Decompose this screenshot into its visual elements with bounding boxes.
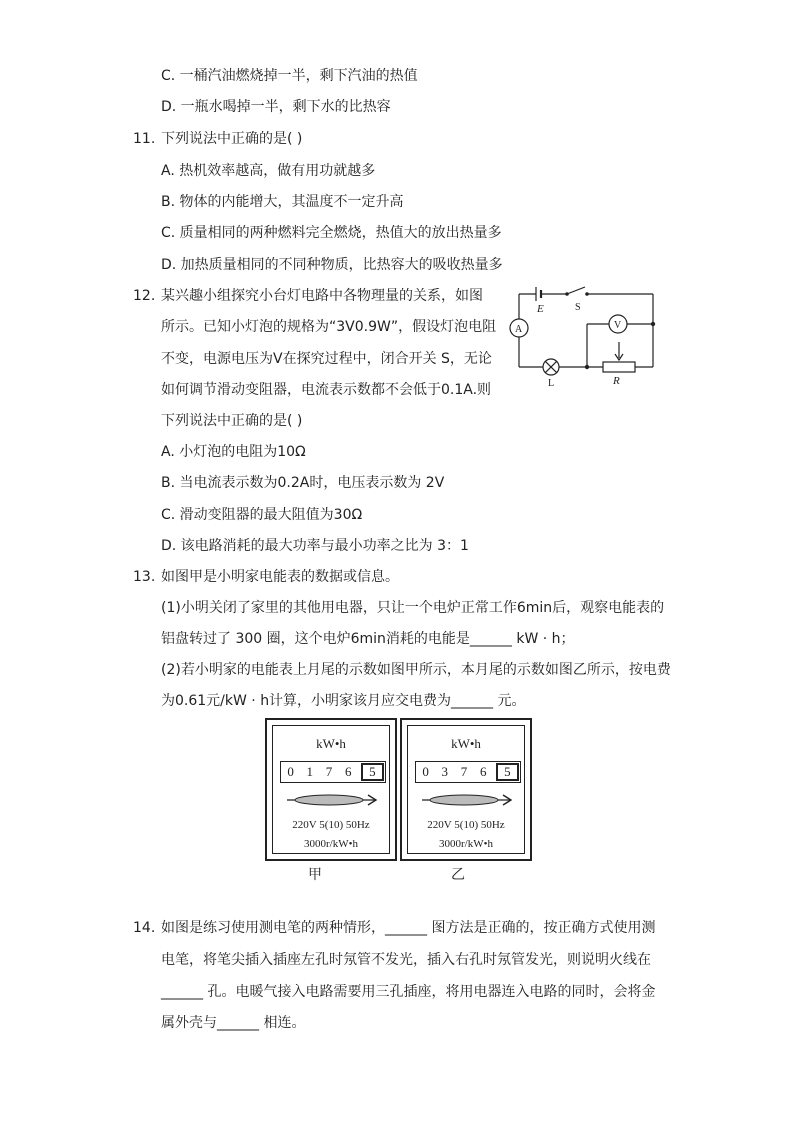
disc-rotation-arrow-icon [287,792,379,808]
meter-digit: 6 [479,764,487,779]
meter-digit: 1 [306,764,314,779]
meter-caption-yi: 乙 [451,867,465,883]
q12-option-d: D. 该电路消耗的最大功率与最小功率之比为 3：1 [161,538,469,554]
circuit-label-s: S [575,302,581,313]
q10-option-d: D. 一瓶水喝掉一半，剩下水的比热容 [161,99,391,115]
meter-digit: 3 [441,764,449,779]
q13-stem: 如图甲是小明家电能表的数据或信息。 [161,569,399,585]
circuit-label-e: E [537,303,544,315]
meter-digit: 7 [460,764,468,779]
q12-number: 12. [133,288,156,304]
meter-constant: 3000r/kW•h [439,838,493,850]
q12-stem-line-2: 所示。已知小灯泡的规格为“3V0.9W”，假设灯泡电阻 [161,319,497,335]
q12-stem-line-5: 下列说法中正确的是( ) [161,413,303,429]
meter-constant: 3000r/kW•h [304,838,358,850]
q13-part2-line-1: (2)若小明家的电能表上月尾的示数如图甲所示，本月尾的示数如图乙所示，按电费 [161,662,671,678]
rheostat-label: R [613,375,620,387]
meter-digit: 6 [344,764,352,779]
q12-option-a: A. 小灯泡的电阻为10Ω [161,444,306,460]
meter-digit: 0 [422,764,429,779]
meter-caption-jia: 甲 [308,867,322,883]
energy-meter-jia [265,718,397,861]
q14-line-1: 如图是练习使用测电笔的两种情形，______ 图方法是正确的，按正确方式使用测 [161,920,656,936]
q13-part2-line-2: 为0.61元/kW · h计算，小明家该月应交电费为______ 元。 [161,693,526,709]
disc-rotation-arrow-icon [422,792,514,808]
meter-rating: 220V 5(10) 50Hz [292,819,370,831]
meter-unit-label: kW•h [451,736,481,751]
q12-stem-line-1: 某兴趣小组探究小台灯电路中各物理量的关系，如图 [161,288,483,304]
q10-option-c: C. 一桶汽油燃烧掉一半，剩下汽油的热值 [161,68,418,84]
q11-option-d: D. 加热质量相同的不同种物质，比热容大的吸收热量多 [161,257,503,273]
circuit-diagram [505,282,665,390]
meter-unit-label: kW•h [316,736,346,751]
meter-reading [280,761,386,783]
meter-rating: 220V 5(10) 50Hz [427,819,505,831]
q14-number: 14. [133,920,156,936]
meter-decimal-digit: 5 [361,763,384,781]
q13-part1-line-1: (1)小明关闭了家里的其他用电器，只让一个电炉正常工作6min后，观察电能表的 [161,600,665,616]
voltmeter-label: V [614,320,622,331]
q12-option-b: B. 当电流表示数为0.2A时，电压表示数为 2V [161,475,445,491]
ammeter-label: A [515,324,523,335]
meter-reading [415,761,521,783]
q11-number: 11. [133,131,156,147]
q11-stem: 下列说法中正确的是( ) [161,131,303,147]
meter-decimal-digit: 5 [496,763,519,781]
lamp-label: L [548,378,555,389]
meter-digit: 0 [287,764,294,779]
q13-part1-line-2: 铝盘转过了 300 圈，这个电炉6min消耗的电能是______ kW · h； [161,631,575,647]
meter-digit: 7 [325,764,333,779]
q11-option-c: C. 质量相同的两种燃料完全燃烧，热值大的放出热量多 [161,225,502,241]
q12-stem-line-4: 如何调节滑动变阻器，电流表示数都不会低于0.1A.则 [161,382,492,398]
q11-option-a: A. 热机效率越高，做有用功就越多 [161,163,376,179]
q12-option-c: C. 滑动变阻器的最大阻值为30Ω [161,507,363,523]
energy-meter-yi [400,718,532,861]
q11-option-b: B. 物体的内能增大，其温度不一定升高 [161,194,404,210]
q14-line-4: 属外壳与______ 相连。 [161,1015,306,1031]
q13-number: 13. [133,569,156,585]
q14-line-3: ______ 孔。电暖气接入电路需要用三孔插座，将用电器连入电路的同时，会将金 [161,984,656,1000]
q14-line-2: 电笔，将笔尖插入插座左孔时氖管不发光，插入右孔时氖管发光，则说明火线在 [161,952,651,968]
q12-stem-line-3: 不变，电源电压为V在探究过程中，闭合开关 S，无论 [161,351,492,367]
